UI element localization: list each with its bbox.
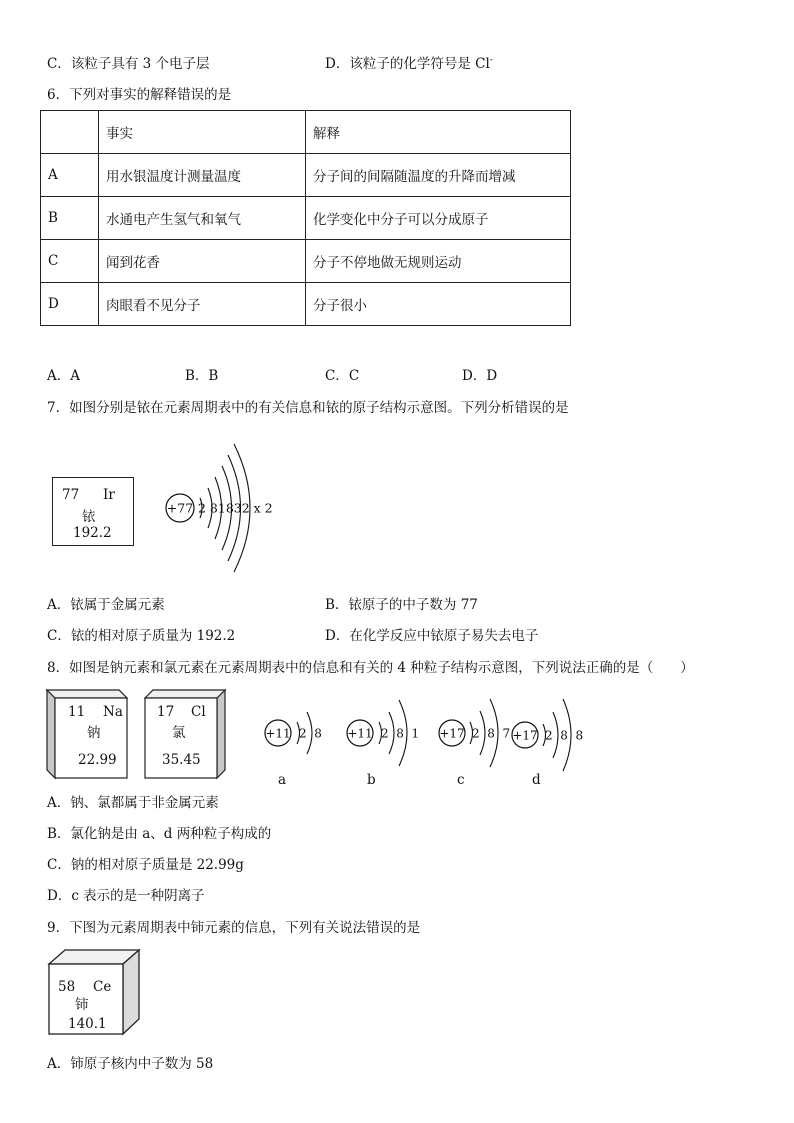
q5-option-c: C．该粒子具有 3 个电子层 — [47, 56, 210, 72]
particle-d-diagram — [509, 688, 594, 776]
electron-counts: 2 8 — [299, 726, 322, 741]
q6-option-a: A．A — [47, 368, 80, 384]
element-name: 钠 — [87, 725, 101, 741]
q8-option-d: D．c 表示的是一种阴离子 — [47, 888, 205, 904]
q7-option-c: C．铱的相对原子质量为 192.2 — [47, 628, 236, 644]
electron-counts: 2 8 7 — [472, 726, 511, 741]
nucleus-charge: +17 — [512, 728, 538, 743]
element-symbol: Ir — [103, 487, 115, 503]
element-symbol: Cl — [191, 704, 206, 720]
table-header-cell — [41, 111, 99, 154]
particle-b-label: b — [367, 772, 376, 788]
particle-d-label: d — [532, 772, 541, 788]
element-mass: 22.99 — [78, 752, 117, 768]
element-mass: 35.45 — [162, 752, 201, 768]
q8-option-b: B．氯化钠是由 a、d 两种粒子构成的 — [47, 826, 272, 842]
q7-option-a: A．铱属于金属元素 — [47, 597, 165, 613]
element-symbol: Ce — [93, 979, 112, 995]
element-mass: 140.1 — [68, 1016, 107, 1032]
q6-option-d: D．D — [462, 368, 498, 384]
table-row — [41, 154, 571, 197]
table-cell: C — [41, 240, 99, 283]
table-cell: B — [41, 197, 99, 240]
particle-a-label: a — [278, 772, 287, 788]
element-number: 77 — [62, 487, 80, 503]
element-symbol: Na — [103, 704, 123, 720]
particle-b-diagram — [344, 690, 424, 775]
nucleus-charge: +11 — [347, 726, 373, 741]
q7-option-b: B．铱原子的中子数为 77 — [325, 597, 478, 613]
table-cell: 分子间的间隔随温度的升降而增减 — [306, 154, 571, 197]
particle-a-diagram — [262, 700, 332, 770]
particle-c-diagram — [436, 688, 516, 776]
table-cell: 闻到花香 — [99, 240, 306, 283]
element-name: 氯 — [172, 725, 186, 741]
electron-counts: 2 8 1 — [381, 726, 420, 741]
table-cell: 分子不停地做无规则运动 — [306, 240, 571, 283]
q6-option-b: B．B — [185, 368, 219, 384]
particle-c-label: c — [457, 772, 465, 788]
nucleus-charge: +77 — [166, 500, 194, 516]
table-cell: D — [41, 283, 99, 326]
table-cell: 化学变化中分子可以分成原子 — [306, 197, 571, 240]
q6-table — [40, 110, 571, 326]
table-row — [41, 240, 571, 283]
q7-option-d: D．在化学反应中铱原子易失去电子 — [325, 628, 539, 644]
q8-stem: 8．如图是钠元素和氯元素在元素周期表中的信息和有关的 4 种粒子结构示意图，下列说法正确的是（ ） — [47, 660, 694, 676]
nucleus-charge: +11 — [265, 726, 291, 741]
q5-option-d-text: D．该粒子的化学符号是 Cl — [325, 56, 490, 72]
table-cell: A — [41, 154, 99, 197]
q5-option-d — [325, 56, 493, 72]
q7-stem: 7．如图分别是铱在元素周期表中的有关信息和铱的原子结构示意图。下列分析错误的是 — [47, 400, 569, 416]
q8-option-c: C．钠的相对原子质量是 22.99g — [47, 857, 244, 873]
element-mass: 192.2 — [73, 525, 112, 541]
nucleus-charge: +17 — [439, 726, 465, 741]
table-header-cell: 事实 — [99, 111, 306, 154]
q8-option-a: A．钠、氯都属于非金属元素 — [47, 795, 219, 811]
electron-shell-numbers: 2 81832 x 2 — [198, 500, 273, 516]
table-row — [41, 283, 571, 326]
q5-option-d-charge: - — [489, 55, 493, 66]
element-number: 17 — [157, 704, 175, 720]
iridium-element-card — [52, 477, 134, 546]
q9-stem: 9．下图为元素周期表中铈元素的信息，下列有关说法错误的是 — [47, 920, 421, 936]
table-cell: 水通电产生氢气和氧气 — [99, 197, 306, 240]
electron-counts: 2 8 8 — [545, 728, 584, 743]
table-cell: 肉眼看不见分子 — [99, 283, 306, 326]
element-name: 铈 — [75, 997, 89, 1013]
q6-stem: 6．下列对事实的解释错误的是 — [47, 87, 232, 103]
table-cell: 用水银温度计测量温度 — [99, 154, 306, 197]
element-name: 铱 — [82, 509, 96, 525]
table-row — [41, 111, 571, 154]
iridium-atom-diagram — [160, 430, 290, 590]
q6-option-c: C．C — [325, 368, 360, 384]
table-cell: 分子很小 — [306, 283, 571, 326]
element-number: 58 — [58, 979, 76, 995]
q9-option-a: A．铈原子核内中子数为 58 — [47, 1056, 214, 1072]
element-number: 11 — [68, 704, 86, 720]
table-header-cell: 解释 — [306, 111, 571, 154]
table-row — [41, 197, 571, 240]
